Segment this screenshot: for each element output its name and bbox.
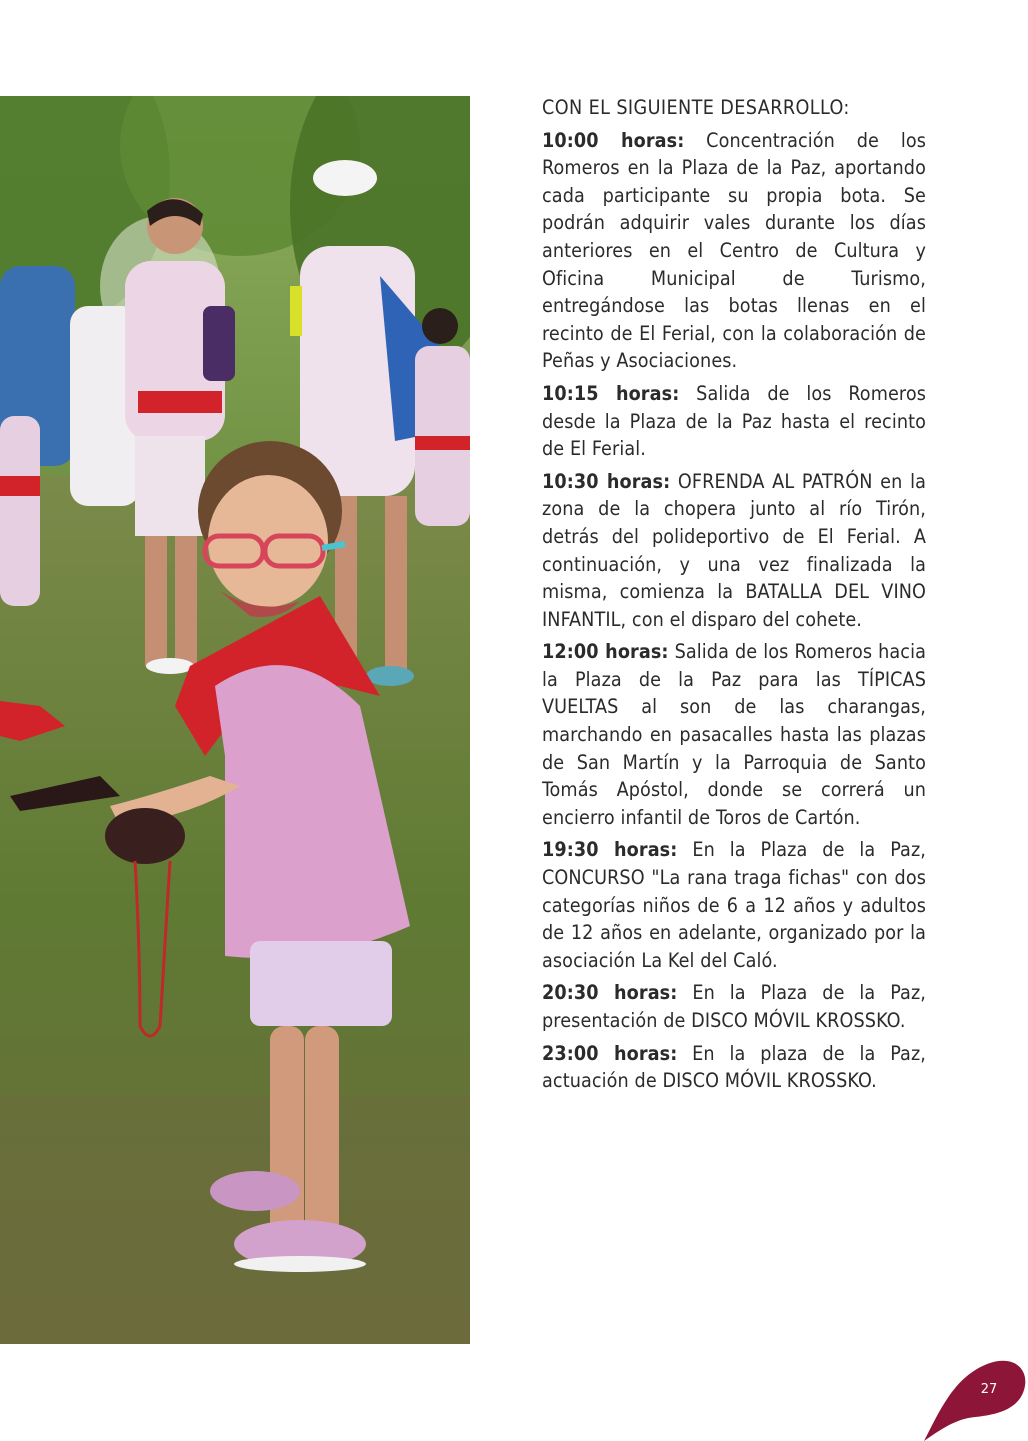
schedule-entry [542, 1040, 926, 1095]
entry-time: 19:30 horas: [542, 838, 678, 862]
entry-time: 10:00 horas: [542, 128, 685, 152]
entry-text: Salida de los Romeros hacia la Plaza de la Paz para las TÍPICAS VUELTAS al son de las charangas, marchando en pasacalles hasta las plazas de San Martín y la Parroquia de Santo Tomás Apóstol, donde se correrá un encierro infantil de Toros de Cartón. [542, 640, 927, 829]
entry-text: En la Plaza de la Paz, presentación de DISCO MÓVIL KROSSKO. [542, 981, 926, 1032]
teardrop-icon [920, 1355, 1028, 1441]
schedule-entry [542, 979, 926, 1034]
entry-text: En la plaza de la Paz, actuación de DISCO MÓVIL KROSSKO. [542, 1041, 926, 1093]
schedule-entry [542, 836, 926, 974]
schedule-entry [542, 380, 926, 463]
entry-time: 10:15 horas: [542, 381, 680, 405]
page-badge-shape [920, 1355, 1028, 1441]
entry-text: Concentración de los Romeros en la Plaza de la Paz, aportando cada participante su propia bota. Se podrán adquirir vales durante los días anteriores en el Centro de Cultura y Oficina Municipal de Turismo, entregándose las botas llenas en el recinto de El Ferial, con la colaboración de Peñas y Asociaciones. [542, 128, 926, 373]
event-photo [0, 96, 470, 1344]
program-text [542, 94, 926, 1100]
schedule-entry [542, 638, 926, 831]
entry-text: Salida de los Romeros desde la Plaza de la Paz hasta el recinto de El Ferial. [542, 381, 926, 461]
entry-time: 20:30 horas: [542, 981, 678, 1005]
entry-text: En la Plaza de la Paz, CONCURSO "La rana traga fichas" con dos categorías niños de 6 a 12 años y adultos de 12 años en adelante, organizado por la asociación La Kel del Caló. [542, 838, 926, 972]
entry-time: 12:00 horas: [542, 640, 669, 664]
photo-illustration [0, 96, 470, 1344]
schedule-entry [542, 127, 926, 375]
intro-heading: CON EL SIGUIENTE DESARROLLO: [542, 96, 850, 119]
entry-time: 23:00 horas: [542, 1041, 678, 1065]
page-number: 27 [980, 1382, 998, 1397]
entry-time: 10:30 horas: [542, 469, 671, 493]
schedule-entry [542, 468, 926, 634]
entry-text: OFRENDA AL PATRÓN en la zona de la chopera junto al río Tirón, detrás del polideportivo de El Ferial. A continuación, y una vez finalizada la misma, comienza la BATALLA DEL VINO INFANTIL, con el disparo del cohete. [542, 469, 926, 631]
